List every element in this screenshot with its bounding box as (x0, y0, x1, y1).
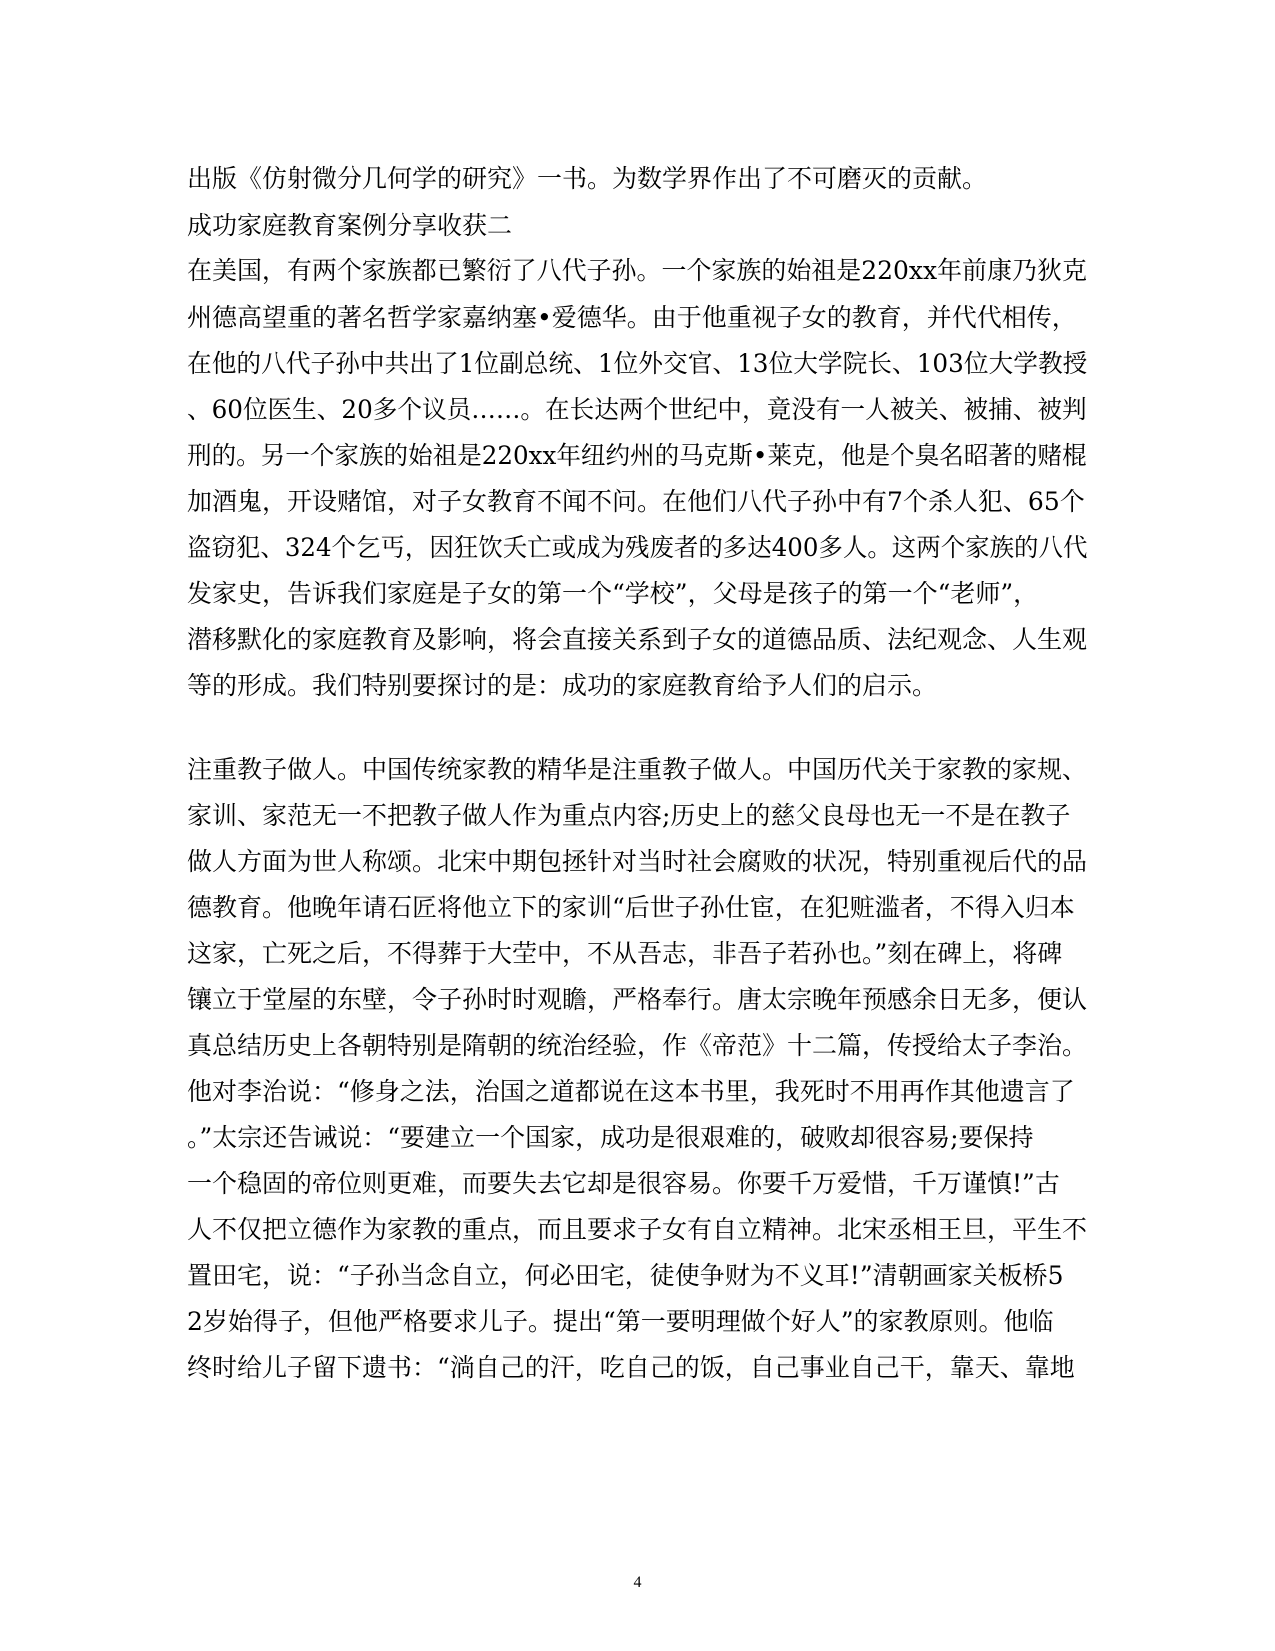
text-line: 发家史，告诉我们家庭是子女的第一个“学校”，父母是孩子的第一个“老师”， (187, 579, 1039, 608)
text-line: 在他的八代子孙中共出了1位副总统、1位外交官、13位大学院长、103位大学教授 (187, 349, 1088, 378)
section-heading: 成功家庭教育案例分享收获二 (187, 211, 513, 240)
text-line: 在美国，有两个家族都已繁衍了八代子孙。一个家族的始祖是220xx年前康乃狄克 (187, 256, 1087, 285)
text-line: 。”太宗还告诫说：“要建立一个国家，成功是很艰难的，破败却很容易;要保持 (187, 1123, 1034, 1152)
text-line: 做人方面为世人称颂。北宋中期包拯针对当时社会腐败的状况，特别重视后代的品 (187, 847, 1088, 876)
text-line: 潜移默化的家庭教育及影响，将会直接关系到子女的道德品质、法纪观念、人生观 (187, 625, 1088, 654)
text-line: 他对李治说：“修身之法，治国之道都说在这本书里，我死时不用再作其他遗言了 (187, 1077, 1075, 1106)
text-line: 一个稳固的帝位则更难，而要失去它却是很容易。你要千万爱惜，千万谨慎!”古 (187, 1169, 1060, 1198)
text-line: 加酒鬼，开设赌馆，对子女教育不闻不问。在他们八代子孙中有7个杀人犯、65个 (187, 487, 1085, 516)
text-line: 人不仅把立德作为家教的重点，而且要求子女有自立精神。北宋丞相王旦，平生不 (187, 1215, 1088, 1244)
text-line: 州德高望重的著名哲学家嘉纳塞•爱德华。由于他重视子女的教育，并代代相传， (187, 303, 1077, 332)
text-line: 家训、家范无一不把教子做人作为重点内容;历史上的慈父良母也无一不是在教子 (187, 801, 1071, 830)
text-line: 刑的。另一个家族的始祖是220xx年纽约州的马克斯•莱克，他是个臭名昭著的赌棍 (187, 441, 1087, 470)
text-line: 镶立于堂屋的东壁，令子孙时时观瞻，严格奉行。唐太宗晚年预感余日无多，便认 (187, 985, 1088, 1014)
text-line: 注重教子做人。中国传统家教的精华是注重教子做人。中国历代关于家教的家规、 (187, 755, 1088, 784)
text-line: 、60位医生、20多个议员……。在长达两个世纪中，竟没有一人被关、被捕、被判 (187, 395, 1087, 424)
text-line: 终时给儿子留下遗书：“淌自己的汗，吃自己的饭，自己事业自己干，靠天、靠地 (187, 1353, 1075, 1382)
text-line: 这家，亡死之后，不得葬于大茔中，不从吾志，非吾子若孙也。”刻在碑上，将碑 (187, 939, 1063, 968)
page-number: 4 (633, 1574, 642, 1591)
text-line: 出版《仿射微分几何学的研究》一书。为数学界作出了不可磨灭的贡献。 (187, 164, 988, 193)
text-line: 德教育。他晚年请石匠将他立下的家训“后世子孙仕宦，在犯赃滥者，不得入归本 (187, 893, 1075, 922)
text-line: 盗窃犯、324个乞丐，因狂饮夭亡或成为残废者的多达400多人。这两个家族的八代 (187, 533, 1088, 562)
text-line: 真总结历史上各朝特别是隋朝的统治经验，作《帝范》十二篇，传授给太子李治。 (187, 1031, 1088, 1060)
text-line: 置田宅，说：“子孙当念自立，何必田宅，徒使争财为不义耳!”清朝画家关板桥5 (187, 1261, 1064, 1290)
text-line: 等的形成。我们特别要探讨的是：成功的家庭教育给予人们的启示。 (187, 671, 938, 700)
text-line: 2岁始得子，但他严格要求儿子。提出“第一要明理做个好人”的家教原则。他临 (187, 1307, 1054, 1336)
